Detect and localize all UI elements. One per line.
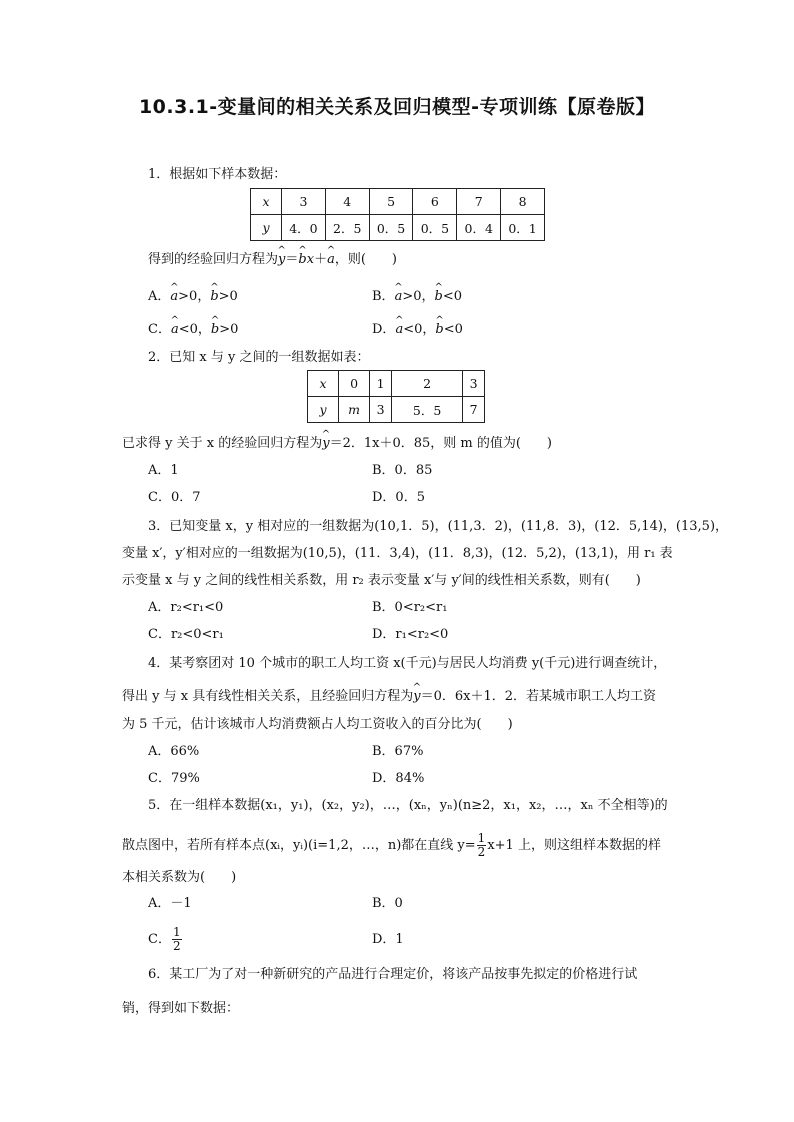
q6-line2: 销，得到如下数据： (122, 1001, 240, 1016)
q1-line2-pre: 得到的经验回归方程为 (148, 252, 279, 267)
q2-y-cell: 5．5 (391, 397, 462, 423)
q2-option-b: B．0．85 (372, 463, 433, 478)
q3-option-c: C．r₂<0<r₁ (148, 627, 224, 642)
q2-stem: 2．已知 x 与 y 之间的一组数据如表： (148, 350, 370, 365)
q1-y-cell: 0．5 (413, 215, 457, 241)
q1-x-cell: 4 (325, 189, 369, 215)
q3-option-a: A．r₂<r₁<0 (148, 600, 224, 615)
q2-option-a: A．1 (148, 463, 179, 478)
q4-option-b: B．67% (372, 744, 424, 759)
q2-x-cell: 1 (370, 371, 392, 397)
q4-option-c: C．79% (148, 771, 200, 786)
q1-y-cell: 0．4 (457, 215, 501, 241)
q1-x-label: x (262, 194, 270, 209)
q2-x-label: x (319, 376, 327, 391)
q1-option-b: B．^ a>0，^ b<0 (372, 288, 462, 306)
q4-line2: 得出 y 与 x 具有线性相关关系，且经验回归方程为^ y＝0．6x＋1．2．若某城市职工人均工资 (122, 688, 656, 706)
q2-y-cell: m (339, 397, 370, 423)
q2-option-d: D．0．5 (372, 490, 425, 505)
q6-line1: 6．某工厂为了对一种新研究的产品进行合理定价，将该产品按事先拟定的价格进行试 (148, 967, 638, 982)
q5-option-d: D．1 (372, 932, 404, 947)
q1-y-row (251, 215, 545, 241)
q1-y-cell: 4．0 (282, 215, 326, 241)
q3-option-d: D．r₁<r₂<0 (372, 627, 449, 642)
q1-x-row (251, 189, 545, 215)
q4-line3: 为 5 千元，估计该城市人均消费额占人均工资收入的百分比为( ) (122, 717, 513, 732)
q2-y-cell: 3 (370, 397, 392, 423)
q2-y-row (308, 397, 485, 423)
q1-x-cell: 8 (501, 189, 545, 215)
q1-y-cell: 0．5 (369, 215, 413, 241)
q1-x-cell: 6 (413, 189, 457, 215)
q5-option-a: A．－1 (148, 896, 192, 911)
q2-y-cell: 7 (463, 397, 485, 423)
q5-line3: 本相关系数为( ) (122, 870, 237, 885)
q5-option-c: C． $\frac{1}{2}$ (148, 925, 181, 953)
q2-x-row (308, 371, 485, 397)
document-title: 10.3.1-变量间的相关关系及回归模型-专项训练【原卷版】 (138, 96, 656, 118)
q5-line2: 散点图中，若所有样本点(xᵢ，yᵢ)(i=1,2，…，n)都在直线 y= $\frac{1}{2}$ x+1 上，则这组样本数据的样 (122, 831, 661, 859)
q5-line1: 5．在一组样本数据(x₁，y₁)，(x₂，y₂)，…，(xₙ，yₙ)(n≥2，x₁，x₂，…，xₙ 不全相等)的 (148, 798, 668, 813)
q5-option-b: B．0 (372, 896, 403, 911)
q1-y-cell: 2．5 (325, 215, 369, 241)
q1-x-cell: 3 (282, 189, 326, 215)
q2-x-cell: 2 (391, 371, 462, 397)
q3-line2: 变量 x′，y′相对应的一组数据为(10,5)，(11．3,4)，(11．8,3)，(12．5,2)，(13,1)，用 r₁ 表 (122, 546, 673, 561)
q1-option-a: A．^ a>0，^ b>0 (148, 288, 238, 306)
q4-option-a: A．66% (148, 744, 200, 759)
q3-option-b: B．0<r₂<r₁ (372, 600, 448, 615)
q1-option-c: C．^ a<0，^ b>0 (148, 321, 238, 339)
q2-x-cell: 0 (339, 371, 370, 397)
q3-line3: 示变量 x 与 y 之间的线性相关系数，用 r₂ 表示变量 x′与 y′间的线性相关系数，则有( ) (122, 573, 641, 588)
q1-option-d: D．^ a<0，^ b<0 (372, 321, 463, 339)
q2-line2: 已求得 y 关于 x 的经验回归方程为^ y＝2．1x＋0．85，则 m 的值为( ) (122, 435, 552, 453)
q1-line2: 得到的经验回归方程为^ y＝^ bx＋^ a，则( ) (148, 251, 397, 269)
q2-x-cell: 3 (463, 371, 485, 397)
q3-line1: 3．已知变量 x，y 相对应的一组数据为(10,1．5)，(11,3．2)，(11,8．3)，(12．5,14)，(13,5)， (148, 519, 729, 534)
q4-option-d: D．84% (372, 771, 425, 786)
q2-y-label: y (319, 402, 327, 417)
q2-option-c: C．0．7 (148, 490, 201, 505)
q1-data-table (250, 188, 545, 241)
q4-line1: 4．某考察团对 10 个城市的职工人均工资 x(千元)与居民人均消费 y(千元)进行调查统计， (148, 656, 667, 671)
q5-fraction: $\frac{1}{2}$ (477, 831, 486, 859)
q2-data-table (307, 370, 485, 423)
q1-x-cell: 7 (457, 189, 501, 215)
q1-x-cell: 5 (369, 189, 413, 215)
q1-y-cell: 0．1 (501, 215, 545, 241)
q1-stem: 1．根据如下样本数据： (148, 167, 287, 182)
q1-y-label: y (262, 220, 270, 235)
q1-line2-post: ，则( ) (334, 252, 397, 267)
